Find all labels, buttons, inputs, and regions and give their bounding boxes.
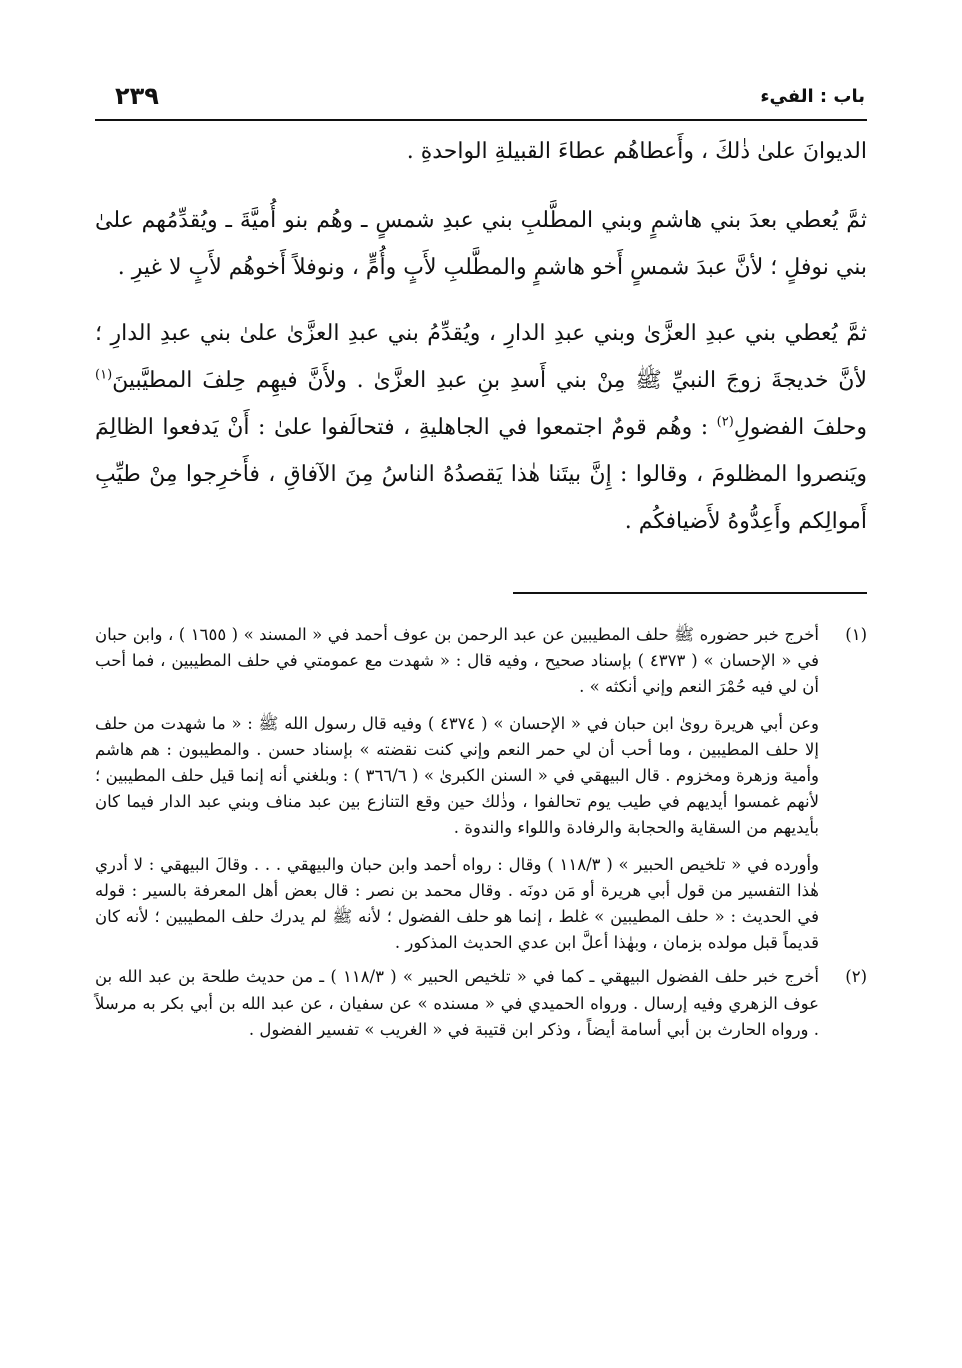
footnote-body: [95, 622, 819, 956]
page-header: [95, 82, 865, 116]
paragraph-2: ثمَّ يُعطي بعدَ بني هاشمٍ وبني المطَّلبِ بني عبدِ شمسٍ ـ وهُم بنو أُميَّةَ ـ ويُقدِّمُهم علىٰ بني نوفلٍ ؛ لأنَّ عبدَ شمسٍ أَخو هاشمٍ والمطَّلبِ لأَبٍ وأُمٍّ ، ونوفلاً أَخوهُم لأَبٍ لا غيرِ .: [95, 208, 867, 280]
footnote-number: (٢): [845, 967, 867, 987]
paragraph-3-part-c: : وهُم قومٌ اجتمعوا في الجاهليةِ ، فتحالَفوا علىٰ : أَنْ يَدفعوا الظالِمَ ويَنصروا المظلومَ ، وقالوا : إِنَّ بيتَنا هٰذا يَقصدُهُ الناسُ مِنَ الآفاقِ ، فأَخرِجوا مِنْ طيِّبِ أَموالِكم وأَعِدُّوهُ لأَضيافكُم .: [95, 415, 867, 534]
footnote-ref-1[interactable]: (١): [95, 367, 113, 383]
footnote-1: [95, 622, 867, 956]
paragraph-3-part-b: وحلفَ الفضولِ: [733, 415, 867, 440]
footnotes: [95, 622, 867, 1051]
footnote-paragraph: وعن أبي هريرة روىٰ ابن حبان في « الإحسان » ( ٤٣٧٤ ) وفيه قال رسول الله ﷺ : « ما شهدت من حلف إلا حلف المطيبين ، وما أحب أن لي حمر النعم وإني كنت نقضته » بإسناد حسن . والمطيبون : هم هاشم وأمية وزهرة ومخزوم . قال البيهقي في « السنن الكبرىٰ » ( ٣٦٦/٦ ) : وبلغني أنه إنما قيل حلف المطيبين ؛ لأنهم غمسوا أيديهم في طيب يوم تحالفوا ، وذٰلك حين وقع التنازع بين عبد مناف وبني عبد الدار فيما كان بأيديهم من السقاية والحجابة والرفادة واللواء والندوة .: [95, 713, 819, 838]
footnote-paragraph: أخرج خبر حلف الفضول البيهقي ـ كما في « تلخيص الحبير » ( ١١٨/٣ ) ـ من حديث طلحة بن عبد الله بن عوف الزهري وفيه إرسال . ورواه الحميدي في « مسنده » عن سفيان ، عن عبد الله بن أبي بكر به مرسلاً . ورواه الحارث بن أبي أسامة أيضاً ، وذكر ابن قتيبة في « الغريب » تفسير الفضول .: [95, 967, 819, 1039]
footnote-paragraph: أخرج خبر حضوره ﷺ حلف المطيبين عن عبد الرحمن بن عوف أحمد في « المسند » ( ١٦٥٥ ) ، وابن حبان في « الإحسان » ( ٤٣٧٣ ) بإسناد صحيح ، وفيه قال : « شهدت مع عمومتي في حلف المطيبين ، فما أحب أن لي فيه حُمْرَ النعم وإني أنكثه » .: [95, 625, 820, 697]
paragraph-1: الديوانَ علىٰ ذٰلكَ ، وأَعطاهُم عطاءَ القبيلةِ الواحدةِ .: [406, 139, 867, 164]
footnote-2: [95, 964, 867, 1043]
chapter-title: باب : الفيء: [760, 86, 865, 107]
footnote-paragraph: وأورده في « تلخيص الحبير » ( ١١٨/٣ ) وقال : رواه أحمد وابن حبان والبيهقي . . . وقالَ البيهقي : لا أدري هٰذا التفسير من قول أبي هريرة أو مَن دونَه . وقال محمد بن نصر : قال بعض أهل المعرفة بالسير : قوله في الحديث : « حلف المطيبين » غلط ، إنما هو حلف الفضول ؛ لأنه ﷺ لم يدرك حلف المطيبين ؛ لأنه كان قديماً قبل مولده بزمان ، وبهٰذا أعلَّ ابن عدي الحديث المذكور .: [95, 854, 819, 953]
footnote-separator: [513, 592, 867, 594]
footnote-number: (١): [845, 625, 867, 644]
page-number: ٢٣٩: [115, 82, 159, 110]
paragraph-3: [95, 310, 867, 545]
footnote-ref-2[interactable]: (٢): [716, 414, 734, 430]
main-text: [95, 128, 867, 564]
paragraph-3-part-a: ثمَّ يُعطي بني عبدِ العزَّىٰ وبني عبدِ الدارِ ، ويُقدِّمُ بني عبدِ العزَّىٰ علىٰ بني عبدِ الدارِ ؛ لأنَّ خديجةَ زوجَ النبيِّ ﷺ مِنْ بني أَسدِ بنِ عبدِ العزَّىٰ . ولأَنَّ فيهِم حِلفَ المطيَّبينَ: [95, 321, 867, 393]
footnote-body: [95, 964, 819, 1043]
header-rule: [95, 119, 867, 121]
